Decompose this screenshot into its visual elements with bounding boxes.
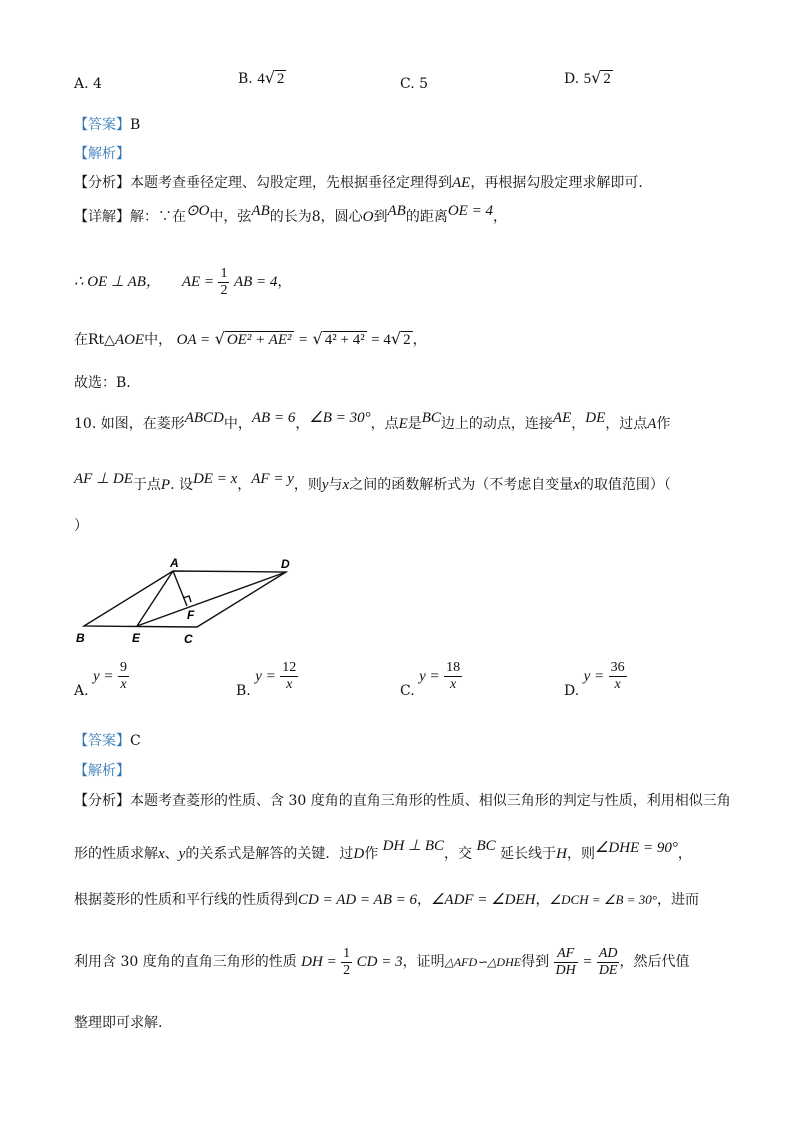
math: y =	[255, 668, 276, 685]
q10-analysis-tag	[74, 760, 130, 782]
question-number: 10.	[74, 416, 97, 432]
math: AE	[552, 410, 572, 426]
text: 于点	[132, 477, 161, 493]
math: CD = AD = AB = 6	[298, 892, 417, 908]
math: CD = 3	[356, 954, 403, 970]
denominator: 2	[220, 282, 228, 298]
denominator: x	[614, 677, 621, 692]
math: H	[556, 846, 567, 862]
q9-analysis-tag	[74, 143, 130, 165]
math: DE	[585, 410, 606, 426]
math: A	[647, 416, 657, 432]
q9-detail	[74, 203, 507, 228]
option-fraction	[609, 660, 627, 693]
q9-answer	[74, 114, 140, 136]
text: 如图，在菱形	[100, 416, 185, 432]
q9-option-d: D. 5√ 2	[564, 68, 611, 87]
text: 的长为8，圆心	[269, 209, 363, 225]
numerator: AF	[554, 946, 578, 963]
denominator: 2	[343, 962, 351, 978]
numerator: AD	[598, 945, 618, 961]
numerator: 1	[343, 945, 351, 961]
math: AB	[387, 203, 406, 219]
text: ，证明	[402, 954, 445, 970]
math: ∠DCH = ∠B = 30°	[549, 892, 657, 907]
text: ，	[416, 892, 431, 908]
q9-rt: 在Rt△AOE中， OA = √ OE² + AE² = √ 4² + 4² = 4√ 2 ，	[74, 329, 427, 348]
q10-option-b	[236, 660, 298, 699]
text: ，	[535, 892, 550, 908]
math: AF = y	[251, 471, 294, 487]
text: 利用含 30 度角的直角三角形的性质	[74, 954, 297, 970]
math: = 4	[371, 332, 391, 348]
text: ，过点	[605, 416, 648, 432]
text: 的距离	[405, 209, 448, 225]
q10-fenxi-line2	[74, 838, 692, 865]
math: ⊙O	[186, 203, 210, 219]
math: ∠B = 30°	[309, 410, 371, 426]
fenxi-tag: 【分析】	[74, 175, 130, 191]
label-b: B	[76, 631, 85, 645]
option-coef: 5	[583, 71, 592, 87]
text: 到	[373, 209, 388, 225]
text: 的取值范围）（	[579, 477, 671, 493]
numerator: 12	[282, 660, 297, 675]
analysis-tag: 【解析】	[74, 763, 130, 779]
option-radicand: 2	[276, 71, 285, 87]
math: =	[582, 954, 593, 970]
ratio-fraction-2	[597, 946, 620, 979]
math: AB = 4	[233, 274, 278, 290]
text: 中，	[223, 416, 252, 432]
math: P	[160, 477, 171, 493]
math: y	[321, 477, 329, 493]
text: ，	[277, 274, 292, 290]
math: x	[158, 846, 165, 862]
text: ，	[295, 416, 310, 432]
text: ，交	[444, 846, 473, 862]
text: ，	[412, 332, 427, 348]
math: x	[342, 477, 350, 493]
option-value: 4	[93, 76, 102, 92]
denominator: x	[450, 677, 457, 692]
math: y =	[93, 668, 114, 685]
text: 延长线于	[500, 846, 557, 862]
option-label: A.	[74, 76, 89, 92]
analysis-tag: 【解析】	[74, 146, 130, 162]
numerator: 18	[446, 660, 461, 675]
math: D	[353, 846, 365, 862]
answer-tag: 【答案】	[74, 117, 130, 133]
text: ，则	[566, 846, 595, 862]
option-coef: 4	[257, 71, 265, 87]
math: E	[398, 416, 408, 432]
text: ）	[74, 518, 88, 534]
text: 作	[364, 846, 379, 862]
math: AB = 6	[251, 410, 296, 426]
numerator: 36	[610, 660, 625, 675]
math: OE = 4	[447, 203, 493, 219]
math: y	[178, 846, 186, 862]
math: x	[573, 477, 580, 493]
math: AF ⊥ DE	[74, 471, 133, 487]
option-fraction	[444, 660, 462, 693]
rhombus-outline	[84, 571, 286, 627]
math: BC	[476, 838, 496, 854]
q9-fenxi	[74, 172, 643, 194]
text: 在Rt△	[74, 332, 115, 348]
option-fraction	[118, 660, 129, 693]
text: ，点	[370, 416, 399, 432]
option-label: D.	[564, 682, 580, 699]
q10-option-a	[74, 660, 129, 699]
q10-stem-line1	[74, 410, 671, 435]
label-c: C	[184, 632, 193, 646]
rhombus-figure	[70, 552, 310, 652]
text: 中，	[144, 332, 173, 348]
math: DE = x	[192, 471, 238, 487]
q10-fenxi-line3	[74, 889, 699, 911]
numerator: 9	[120, 660, 127, 675]
q10-fenxi-line5	[74, 1012, 162, 1034]
q10-fenxi-line1	[74, 790, 731, 812]
text: ，再根据勾股定理求解即可.	[470, 175, 643, 191]
option-value: 5	[419, 76, 429, 92]
option-fraction	[280, 660, 298, 693]
text: 整理即可求解.	[74, 1015, 163, 1031]
text: 、	[164, 846, 179, 862]
math: AE =	[181, 274, 215, 290]
text: 作	[656, 416, 671, 432]
answer-value: C	[130, 733, 141, 749]
q9-therefore	[74, 262, 291, 302]
dh-fraction	[341, 946, 352, 979]
detail-tag: 【详解】	[74, 209, 130, 225]
q10-fenxi-line4	[74, 942, 689, 982]
q10-option-c	[400, 660, 462, 699]
math: y =	[583, 668, 605, 685]
radicand: OE² + AE²	[226, 332, 292, 348]
q9-option-c	[400, 76, 428, 92]
denominator: DH	[555, 962, 576, 978]
math: AOE	[114, 332, 145, 348]
text: ，	[677, 846, 692, 862]
text: 本题考查垂径定理、勾股定理，先根据垂径定理得到	[130, 175, 452, 191]
math: =	[297, 332, 309, 348]
math: y =	[419, 668, 440, 685]
text: 中，弦	[209, 209, 252, 225]
math: DH =	[301, 954, 337, 970]
text: ，	[492, 209, 507, 225]
label-e: E	[132, 631, 141, 645]
option-label: A.	[74, 682, 89, 699]
math: AE	[452, 175, 471, 191]
q10-stem-close	[74, 515, 88, 537]
option-radicand: 2	[603, 71, 611, 87]
segment-af	[173, 571, 187, 606]
radicand: 2	[403, 332, 411, 348]
text: 本题考查菱形的性质、含 30 度角的直角三角形的性质、相似三角形的判定与性质，利用相似三角	[130, 793, 731, 809]
text: 故选：B.	[74, 375, 131, 391]
math: ∠ADF = ∠DEH	[430, 892, 536, 908]
text: ，则	[293, 477, 322, 493]
denominator: x	[120, 677, 127, 692]
text: 根据菱形的性质和平行线的性质得到	[74, 892, 298, 908]
text: ，	[571, 416, 586, 432]
option-label: C.	[400, 682, 415, 699]
text: 形的性质求解	[74, 846, 158, 862]
label-f: F	[187, 608, 195, 622]
text: 之间的函数解析式为（不考虑自变量	[349, 477, 574, 493]
q10-option-d	[564, 660, 627, 699]
text: ，	[237, 477, 252, 493]
fenxi-tag: 【分析】	[74, 793, 130, 809]
math: ∠DHE = 90°	[594, 840, 678, 856]
math: OA =	[176, 332, 211, 348]
text: ，然后代值	[619, 954, 690, 970]
numerator: 1	[220, 265, 228, 281]
ratio-fraction-1	[554, 946, 578, 979]
math: ∴ OE ⊥ AB，	[74, 274, 161, 290]
answer-tag: 【答案】	[74, 733, 130, 749]
half-fraction	[218, 266, 229, 299]
math: AB	[251, 203, 270, 219]
answer-value: B	[130, 117, 141, 133]
label-d: D	[281, 557, 290, 571]
text: 与	[328, 477, 343, 493]
option-label: B.	[236, 682, 251, 699]
q10-stem-line2	[74, 471, 671, 496]
q10-answer	[74, 730, 141, 752]
text: 是	[407, 416, 422, 432]
text: 边上的动点，连接	[440, 416, 553, 432]
text: . 设	[170, 477, 193, 493]
math: △AFD∽△DHE	[444, 955, 522, 969]
text: 解：∵在	[130, 209, 186, 225]
radicand: 4² + 4²	[324, 332, 365, 348]
text: ，进而	[656, 892, 699, 908]
segment-ae	[137, 571, 173, 626]
option-label: B.	[238, 71, 253, 87]
q9-option-b: B. 4√ 2	[238, 68, 285, 87]
math: ABCD	[184, 410, 224, 426]
q9-select	[74, 372, 131, 394]
text: 得到	[521, 954, 550, 970]
denominator: x	[286, 677, 293, 692]
label-a: A	[170, 556, 179, 570]
option-label: D.	[564, 71, 580, 87]
q9-option-a	[74, 76, 102, 92]
math: DH ⊥ BC	[382, 838, 445, 854]
option-label: C.	[400, 76, 415, 92]
denominator: DE	[598, 962, 618, 978]
math: O	[362, 209, 374, 225]
math: BC	[421, 410, 441, 426]
text: 的关系式是解答的关键．过	[185, 846, 354, 862]
